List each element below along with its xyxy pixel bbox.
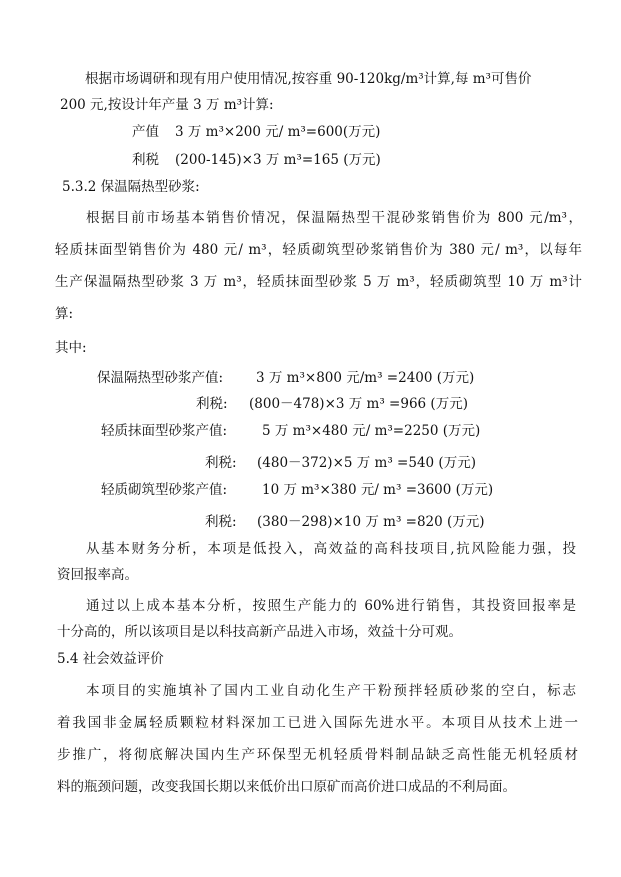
section-54-line-1: 本项目的实施填补了国内工业自动化生产干粉预拌轻质砂浆的空白，标志 [86, 683, 576, 699]
intro-line-1: 根据市场调研和现有用户使用情况,按容重 90-120kg/m³计算,每 m³可售价 [85, 71, 532, 87]
output-formula: 3 万 m³×200 元/ m³=600(万元) [175, 124, 381, 140]
item-label: 利税: [196, 396, 228, 412]
item-label: 轻质砌筑型砂浆产值: [101, 482, 228, 498]
section-54-heading: 5.4 社会效益评价 [57, 651, 164, 667]
item-label: 轻质抹面型砂浆产值: [101, 423, 228, 439]
item-label: 利税: [205, 514, 237, 530]
section-54-line-4: 料的瓶颈问题，改变我国长期以来低价出口原矿而高价进口成品的不利局面。 [57, 779, 516, 795]
section-532-heading: 5.3.2 保温隔热型砂浆: [62, 179, 200, 195]
among-label: 其中: [55, 340, 87, 356]
item-label: 利税: [205, 455, 237, 471]
conclusion-2-line-1: 通过以上成本基本分析，按照生产能力的 60%进行销售，其投资回报率是 [86, 598, 576, 614]
section-532-line-1: 根据目前市场基本销售价情况，保温隔热型干混砂浆销售价为 800 元/m³， [86, 210, 582, 226]
tax-label: 利税 [132, 152, 159, 168]
section-54-line-3: 步推广，将彻底解决国内生产环保型无机轻质骨料制品缺乏高性能无机轻质材 [57, 747, 578, 763]
intro-line-2: 200 元,按设计年产量 3 万 m³计算: [60, 97, 274, 113]
conclusion-1-line-1: 从基本财务分析，本项是低投入，高效益的高科技项目,抗风险能力强，投 [86, 541, 576, 557]
section-532-line-4: 算: [55, 306, 74, 322]
conclusion-2-line-2: 十分高的，所以该项目是以科技高新产品进入市场，效益十分可观。 [57, 624, 462, 640]
item-formula: 3 万 m³×800 元/m³ =2400 (万元) [256, 370, 475, 386]
item-label: 保温隔热型砂浆产值: [97, 370, 224, 386]
item-formula: 10 万 m³×380 元/ m³ =3600 (万元) [262, 482, 494, 498]
output-label: 产值 [132, 124, 159, 140]
tax-formula: (200-145)×3 万 m³=165 (万元) [175, 152, 381, 168]
section-532-line-2: 轻质抹面型销售价为 480 元/ m³，轻质砌筑型砂浆销售价为 380 元/ m³，以每年 [55, 242, 582, 258]
item-formula: (380－298)×10 万 m³ =820 (万元) [257, 514, 485, 530]
item-formula: (800－478)×3 万 m³ =966 (万元) [249, 396, 468, 412]
item-formula: (480－372)×5 万 m³ =540 (万元) [257, 455, 476, 471]
conclusion-1-line-2: 资回报率高。 [57, 567, 138, 583]
item-formula: 5 万 m³×480 元/ m³=2250 (万元) [262, 423, 481, 439]
section-54-line-2: 着我国非金属轻质颗粒材料深加工已进入国际先进水平。本项目从技术上进一 [57, 715, 578, 731]
section-532-line-3: 生产保温隔热型砂浆 3 万 m³，轻质抹面型砂浆 5 万 m³，轻质砌筑型 10 万 m³计 [55, 274, 582, 290]
